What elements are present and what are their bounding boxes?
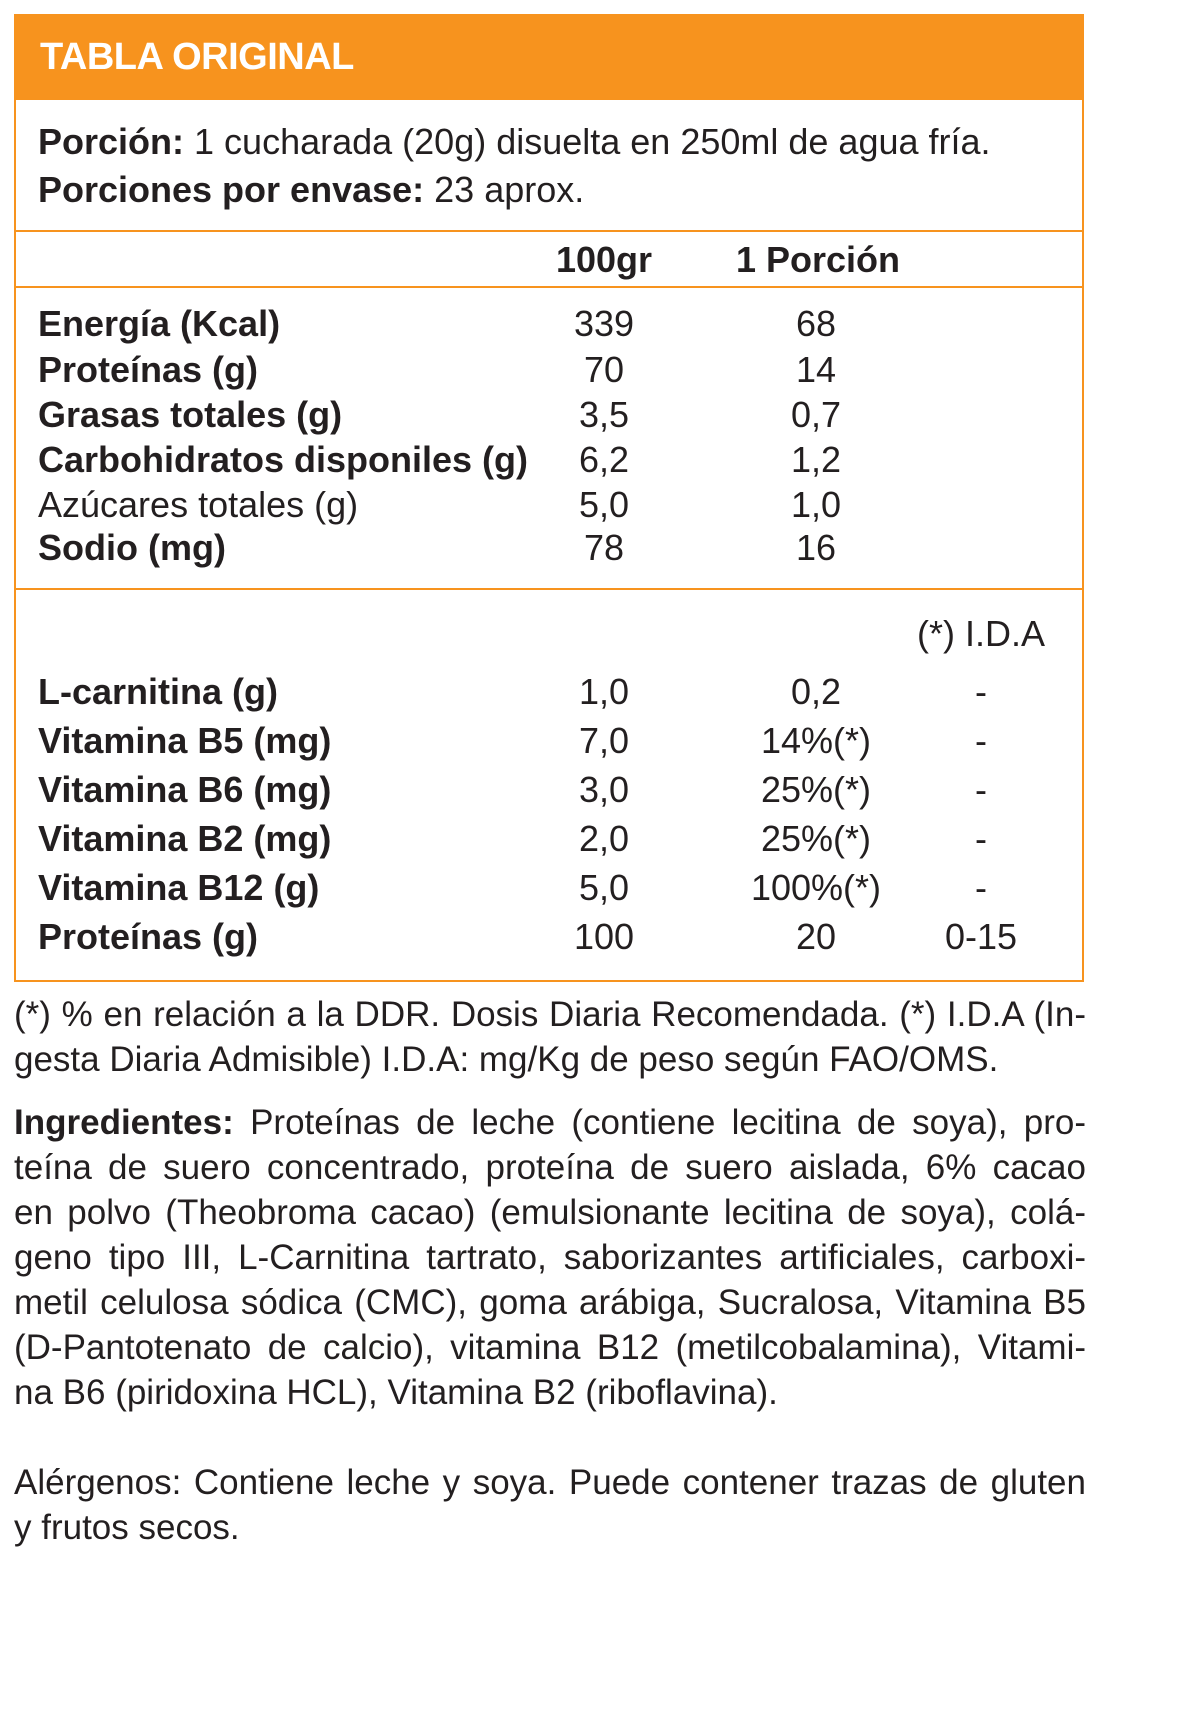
footnote-line: (*) % en relación a la DDR. Dosis Diaria Recomendada. (*) I.D.A (In- [14, 995, 1086, 1034]
table-header [16, 16, 1082, 100]
nutrient-name: Grasas totales (g) [38, 394, 343, 435]
nutrient-name: Sodio (mg) [38, 527, 226, 568]
column-header-ida: (*) I.D.A [916, 613, 1045, 654]
divider [16, 230, 1082, 232]
table-title: TABLA ORIGINAL [40, 36, 354, 78]
micronutrient-name: Vitamina B12 (g) [38, 867, 320, 908]
ingredients-line: Proteínas de leche (contiene lecitina de soya), pro- [233, 1103, 1086, 1142]
micronutrient-ida: - [975, 818, 987, 859]
allergens-line: Alérgenos: Contiene leche y soya. Puede contener trazas de gluten [14, 1463, 1086, 1502]
micronutrient-per100: 1,0 [578, 671, 630, 712]
servings-value: 23 aprox. [424, 169, 585, 210]
micronutrient-name: Vitamina B6 (mg) [38, 769, 332, 810]
allergens-line: y frutos secos. [14, 1508, 240, 1547]
nutrient-per100: 5,0 [578, 484, 630, 525]
nutrition-table [14, 14, 1084, 982]
micronutrient-ida: - [975, 671, 987, 712]
column-header-100gr: 100gr [555, 239, 653, 280]
servings-label: Porciones por envase: [38, 169, 425, 210]
ingredients-line: (D-Pantotenato de calcio), vitamina B12 (metilcobalamina), Vitami- [14, 1328, 1086, 1367]
micronutrient-name: Vitamina B5 (mg) [38, 720, 332, 761]
micronutrient-per100: 2,0 [578, 818, 630, 859]
footnote-line: gesta Diaria Admisible) I.D.A: mg/Kg de peso según FAO/OMS. [14, 1040, 999, 1079]
nutrient-name: Azúcares totales (g) [38, 484, 359, 525]
divider [16, 286, 1082, 288]
nutrient-name: Proteínas (g) [38, 349, 259, 390]
nutrient-per-portion: 1,2 [790, 439, 842, 480]
micronutrient-name: Proteínas (g) [38, 916, 259, 957]
nutrient-name: Carbohidratos disponiles (g) [38, 439, 529, 480]
nutrient-per-portion: 16 [795, 527, 837, 568]
nutrient-per-portion: 14 [795, 349, 837, 390]
ingredients-line: metil celulosa sódica (CMC), goma arábiga, Sucralosa, Vitamina B5 [14, 1283, 1086, 1322]
ingredients-line: na B6 (piridoxina HCL), Vitamina B2 (riboflavina). [14, 1373, 778, 1412]
nutrient-per100: 3,5 [578, 394, 630, 435]
servings-line [38, 168, 584, 212]
micronutrient-ida: 0-15 [944, 916, 1018, 957]
micronutrient-per-portion: 25%(*) [760, 818, 872, 859]
ingredients-line: en polvo (Theobroma cacao) (emulsionante lecitina de soya), colá- [14, 1193, 1086, 1232]
column-header-portion: 1 Porción [736, 239, 901, 280]
micronutrient-per-portion: 25%(*) [760, 769, 872, 810]
micronutrient-ida: - [975, 769, 987, 810]
nutrient-per100: 339 [573, 303, 635, 344]
micronutrient-per100: 100 [573, 916, 635, 957]
micronutrient-per100: 7,0 [578, 720, 630, 761]
allergens [14, 1460, 1086, 1550]
ingredients-line: teína de suero concentrado, proteína de suero aislada, 6% cacao [14, 1148, 1086, 1187]
micronutrient-per-portion: 100%(*) [750, 867, 882, 908]
portion-label: Porción: [38, 121, 185, 162]
nutrient-per-portion: 68 [795, 303, 837, 344]
micronutrient-per-portion: 14%(*) [760, 720, 872, 761]
nutrient-per100: 78 [583, 527, 625, 568]
nutrient-name: Energía (Kcal) [38, 303, 281, 344]
micronutrient-ida: - [975, 720, 987, 761]
ingredients-label: Ingredientes: [14, 1103, 234, 1142]
micronutrient-name: Vitamina B2 (mg) [38, 818, 332, 859]
micronutrient-per-portion: 0,2 [790, 671, 842, 712]
ingredients-line: geno tipo III, L-Carnitina tartrato, saborizantes artificiales, carboxi- [14, 1238, 1086, 1277]
nutrient-per-portion: 1,0 [790, 484, 842, 525]
nutrient-per-portion: 0,7 [790, 394, 842, 435]
divider [16, 588, 1082, 590]
micronutrient-per100: 3,0 [578, 769, 630, 810]
nutrient-per100: 70 [583, 349, 625, 390]
portion-value: 1 cucharada (20g) disuelta en 250ml de agua fría. [184, 121, 991, 162]
nutrient-per100: 6,2 [578, 439, 630, 480]
micronutrient-per100: 5,0 [578, 867, 630, 908]
ingredients [14, 1100, 1086, 1415]
micronutrient-name: L-carnitina (g) [38, 671, 278, 712]
portion-line [38, 120, 991, 164]
footnote [14, 992, 1086, 1082]
micronutrient-ida: - [975, 867, 987, 908]
micronutrient-per-portion: 20 [795, 916, 837, 957]
